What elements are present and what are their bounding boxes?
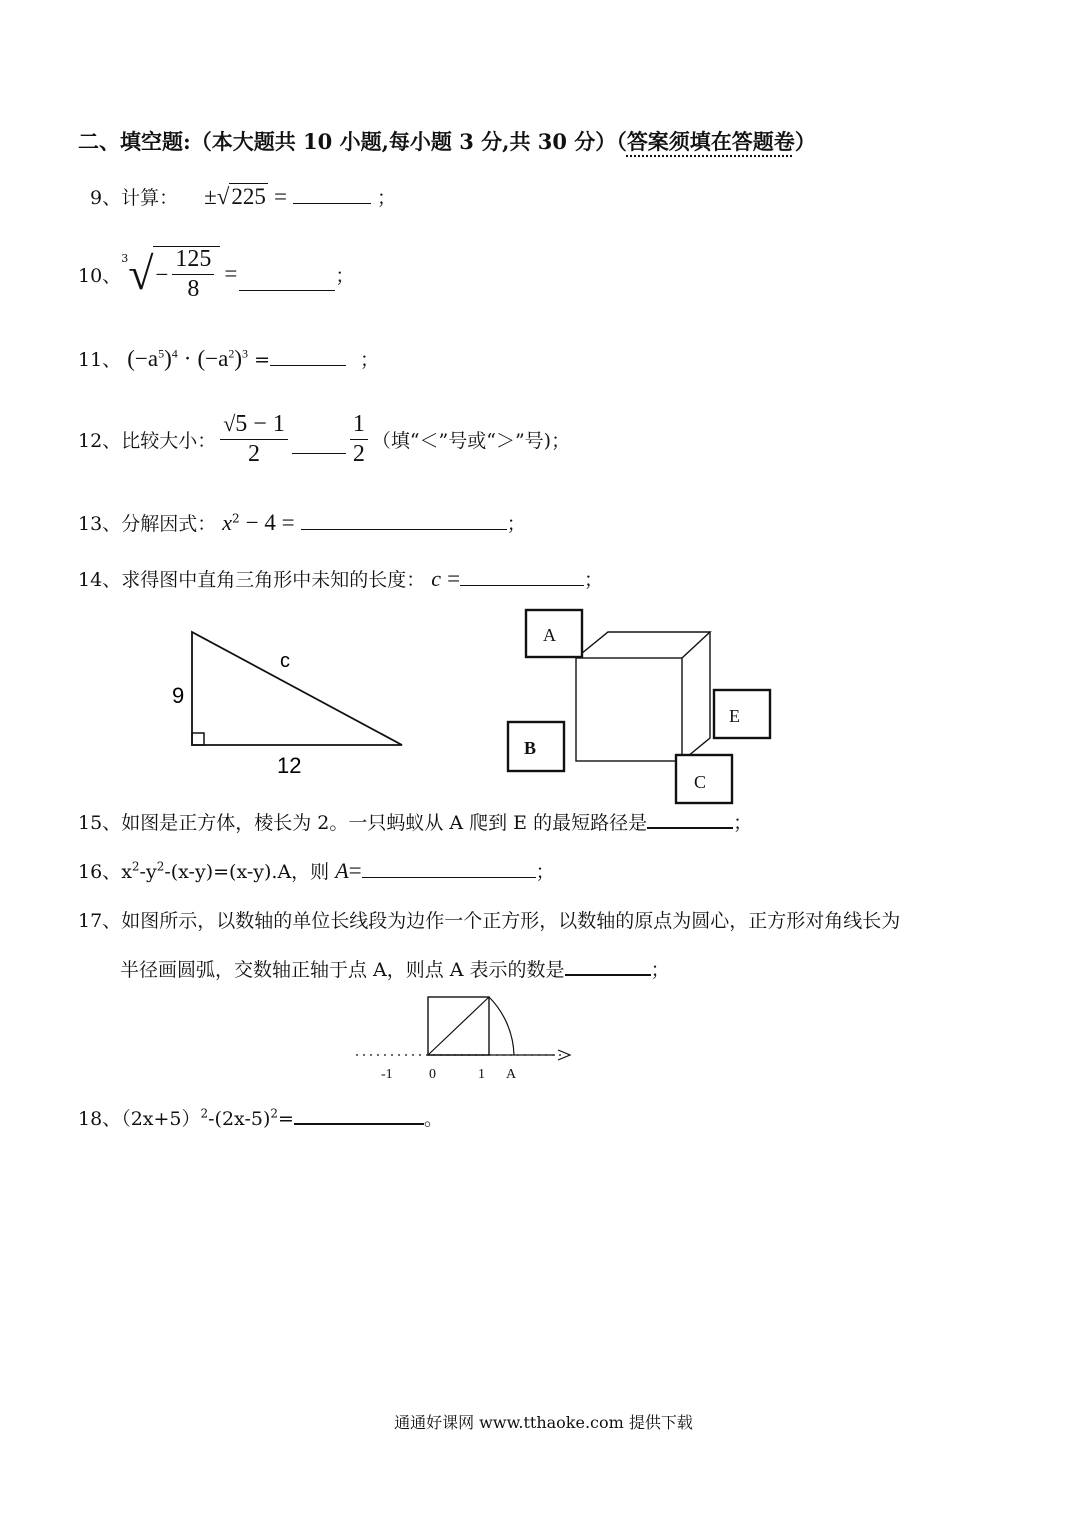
question-12 xyxy=(78,412,570,467)
q16-equals: = xyxy=(348,858,362,883)
q17-end: ； xyxy=(650,959,670,981)
q16-var: A xyxy=(335,858,349,883)
triangle-side-vertical: 9 xyxy=(172,683,185,708)
question-10 xyxy=(78,246,354,302)
q18-end: 。 xyxy=(423,1108,443,1130)
q15-answer-blank[interactable] xyxy=(647,809,733,829)
cube-drawing xyxy=(576,632,710,761)
q9-end: ； xyxy=(377,187,397,209)
q14-equals: = xyxy=(447,566,461,591)
section-note: 答案须填在答题卷 xyxy=(626,129,795,154)
q16-end: ； xyxy=(535,861,555,883)
q11-expr1: $(-a^5)^4$ xyxy=(127,346,178,371)
question-17-line-1 xyxy=(78,906,900,933)
cube-label-e: E xyxy=(729,706,740,726)
q13-var: x xyxy=(222,510,233,535)
q13-exp: 2 xyxy=(232,511,240,526)
number-line-label-1: 1 xyxy=(478,1067,485,1082)
q9-number: 9、 xyxy=(90,187,122,209)
cube-figure xyxy=(500,600,790,810)
q14-end: ； xyxy=(584,569,604,591)
question-15 xyxy=(78,808,752,835)
q9-pm: ± xyxy=(204,184,217,209)
q10-answer-blank[interactable] xyxy=(239,272,335,291)
q18-answer-blank[interactable] xyxy=(294,1105,424,1125)
q14-text: 求得图中直角三角形中未知的长度： xyxy=(121,569,426,591)
cube-front-face xyxy=(576,658,682,761)
q12-numerator: √5 − 1 xyxy=(220,412,288,440)
q15-text: 如图是正方体，棱长为 2。一只蚂蚁从 A 爬到 E 的最短路径是 xyxy=(121,812,648,834)
q12-denominator: 2 xyxy=(248,441,261,468)
q14-answer-blank[interactable] xyxy=(460,567,584,586)
radius-arc xyxy=(489,997,514,1055)
q13-number: 13、 xyxy=(78,513,122,535)
triangle-hypotenuse: c xyxy=(280,650,290,672)
q11-answer-blank[interactable] xyxy=(270,347,346,366)
cube-label-a: A xyxy=(543,625,556,645)
q13-rest: − 4 = xyxy=(245,510,295,535)
number-line-figure xyxy=(350,990,580,1085)
page-footer: 通通好课网 www.tthaoke.com 提供下载 xyxy=(394,1413,693,1432)
q17-number: 17、 xyxy=(78,910,122,932)
question-13 xyxy=(78,509,526,536)
q11-expr2: $(-a^2)^3$ xyxy=(197,346,249,371)
cube-label-b: B xyxy=(524,738,537,758)
sqrt-symbol: √ xyxy=(216,184,230,209)
q17-answer-blank[interactable] xyxy=(565,956,651,976)
q9-text: 计算： xyxy=(121,187,179,209)
cube-root-symbol: √ xyxy=(128,248,154,300)
q10-numerator: 125 xyxy=(172,247,214,275)
q11-end: ； xyxy=(360,349,380,371)
q17-line2: 半径画圆弧，交数轴正轴于点 A，则点 A 表示的数是 xyxy=(120,959,565,981)
q16-answer-blank[interactable] xyxy=(362,859,536,878)
q18-expr: $(2x+5)^2-(2x-5)^2=$ xyxy=(121,1106,294,1130)
number-line-label-a: A xyxy=(506,1067,517,1082)
question-9 xyxy=(90,183,396,210)
q10-number: 10、 xyxy=(78,264,122,287)
q10-equals: = xyxy=(224,261,238,287)
q10-minus: − xyxy=(155,261,169,287)
q10-end: ； xyxy=(335,264,355,287)
q18-number: 18、 xyxy=(78,1108,122,1130)
question-14 xyxy=(78,565,603,592)
number-line-label-neg1: -1 xyxy=(381,1067,393,1082)
q11-equals: = xyxy=(254,349,270,371)
cube-side-face xyxy=(682,632,710,761)
question-17-line-2 xyxy=(120,955,670,982)
q11-number: 11、 xyxy=(78,349,122,371)
q12-half-denominator: 2 xyxy=(352,441,365,468)
number-line-label-0: 0 xyxy=(429,1067,436,1082)
q9-answer-blank[interactable] xyxy=(293,185,371,204)
q12-number: 12、 xyxy=(78,430,122,453)
q10-denominator: 8 xyxy=(187,276,200,303)
right-angle-mark xyxy=(192,733,204,745)
cube-top-face xyxy=(576,632,710,658)
question-18 xyxy=(78,1104,443,1131)
q12-half-numerator: 1 xyxy=(350,412,368,440)
q12-hint: （填“＜”号或“＞”号)； xyxy=(371,430,571,453)
q12-text: 比较大小： xyxy=(121,430,217,453)
q17-line1: 如图所示，以数轴的单位长线段为边作一个正方形，以数轴的原点为圆心，正方形对角线长为 xyxy=(121,910,901,932)
q15-end: ； xyxy=(733,812,753,834)
q9-radicand: 225 xyxy=(231,184,266,209)
section-heading xyxy=(78,126,816,156)
right-triangle-figure xyxy=(160,620,420,790)
q10-fraction xyxy=(172,247,214,302)
q11-dot: · xyxy=(183,346,192,371)
cube-label-box-e xyxy=(714,690,770,738)
q14-number: 14、 xyxy=(78,569,122,591)
q10-radicand xyxy=(153,246,220,302)
section-title: 二、填空题:（本大题共 10 小题,每小题 3 分,共 30 分）（ xyxy=(78,129,627,154)
triangle-outline xyxy=(192,632,402,745)
q12-answer-blank[interactable] xyxy=(292,435,346,454)
q9-equals: = xyxy=(273,184,287,209)
q12-half xyxy=(350,412,368,467)
question-11 xyxy=(78,345,379,372)
q16-expr: $x^2-y^2-(x-y)=(x-y).A$，则 xyxy=(121,859,330,883)
q13-end: ； xyxy=(506,513,526,535)
q13-text: 分解因式： xyxy=(121,513,217,535)
q16-number: 16、 xyxy=(78,861,122,883)
square-diagonal xyxy=(428,997,489,1055)
cube-label-c: C xyxy=(694,772,707,792)
section-close: ） xyxy=(794,129,816,154)
q10-root-index: 3 xyxy=(121,252,129,265)
q14-var: c xyxy=(431,566,442,591)
q12-fraction xyxy=(220,412,288,467)
q13-answer-blank[interactable] xyxy=(301,511,507,530)
question-16 xyxy=(78,857,555,884)
q15-number: 15、 xyxy=(78,812,122,834)
triangle-side-horizontal: 12 xyxy=(277,753,302,778)
